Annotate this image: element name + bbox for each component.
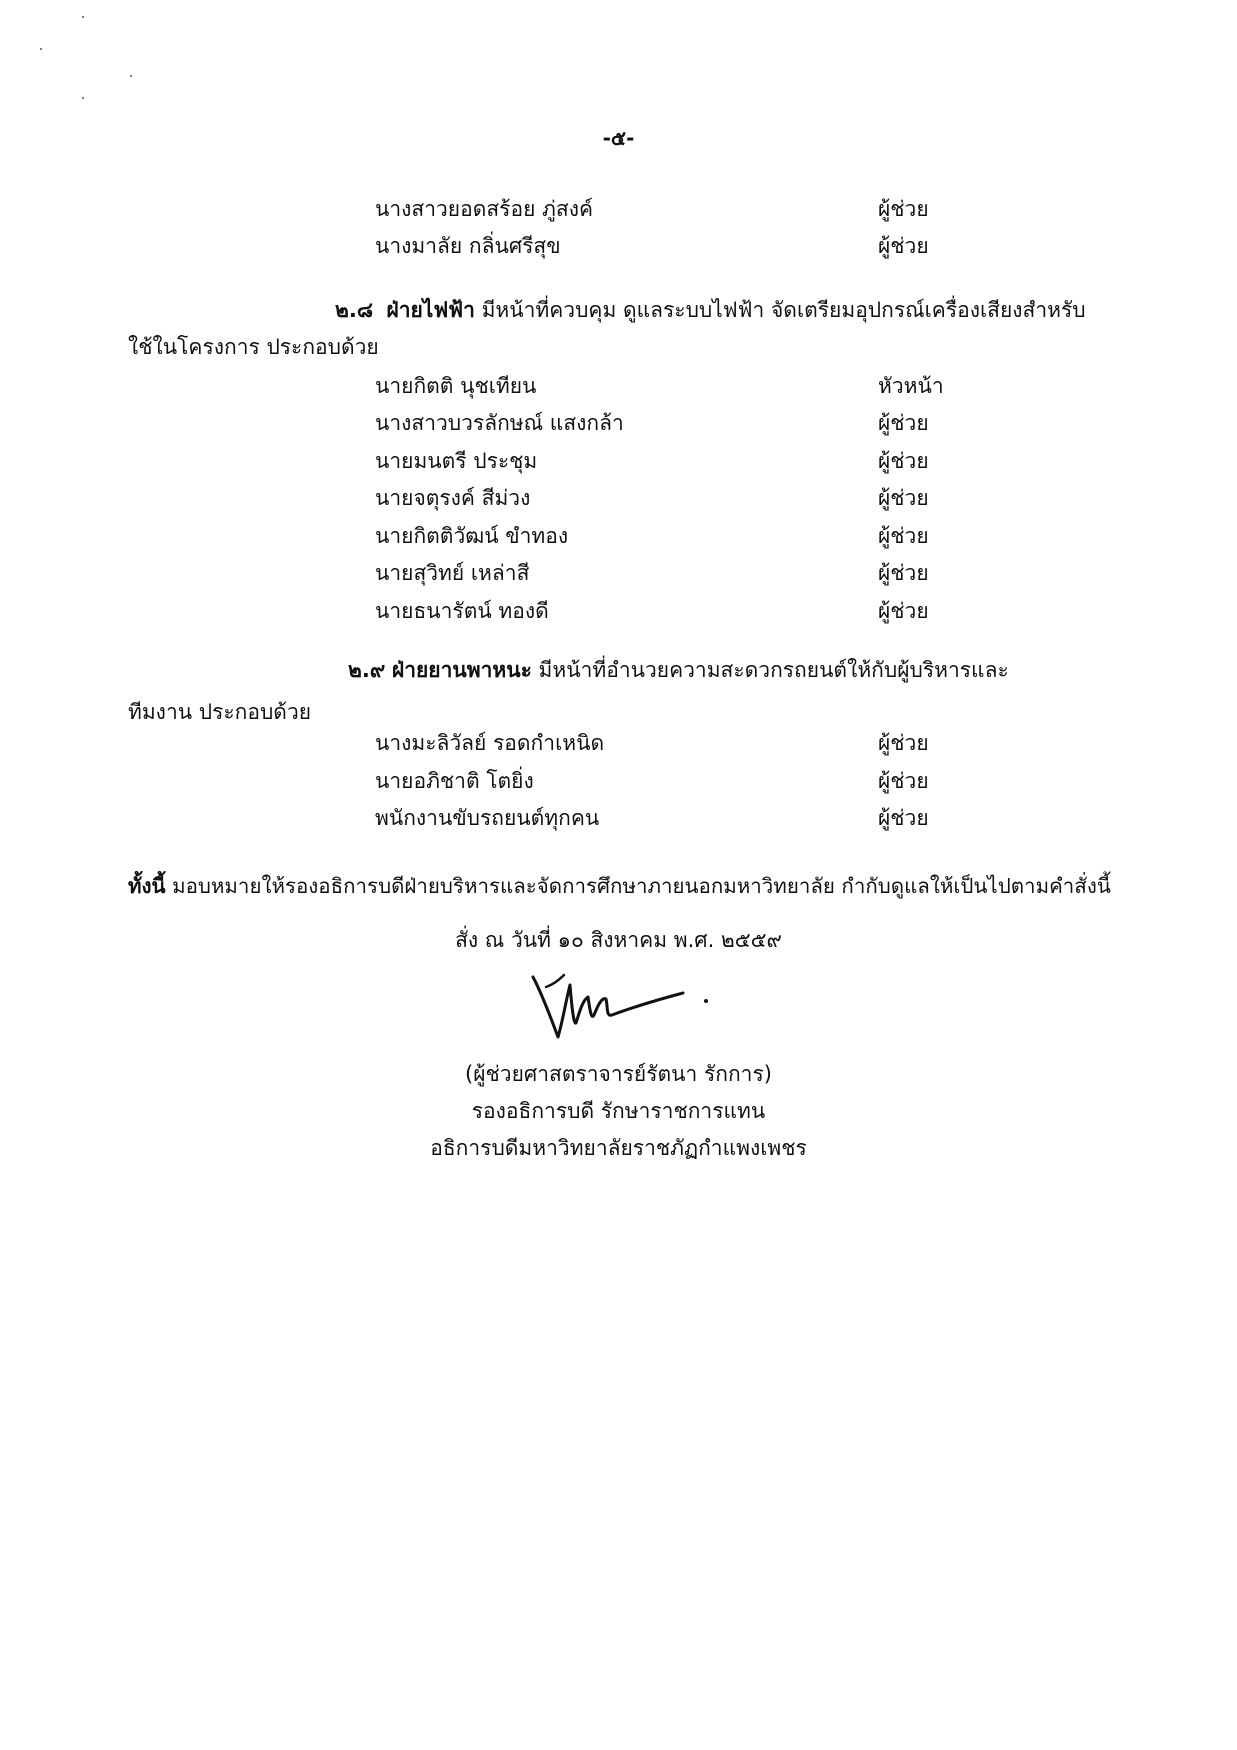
- order-date: สั่ง ณ วันที่ ๑๐ สิงหาคม พ.ศ. ๒๕๕๙: [455, 928, 782, 952]
- member-name: พนักงานขับรถยนต์ทุกคน: [375, 806, 600, 830]
- section-number: ๒.๙: [348, 658, 386, 682]
- member-role: หัวหน้า: [878, 374, 944, 398]
- signature-mark: [528, 965, 718, 1045]
- section-title: ฝ่ายยานพาหนะ: [391, 658, 532, 682]
- section-heading-2-8: [335, 296, 1086, 324]
- member-role: ผู้ช่วย: [878, 524, 929, 548]
- section-continuation: ทีมงาน ประกอบด้วย: [128, 700, 312, 724]
- member-role: ผู้ช่วย: [878, 806, 929, 830]
- member-name: นายมนตรี ประชุม: [375, 449, 538, 473]
- scan-speck: [130, 75, 132, 77]
- member-name: นายอภิชาติ โตยิ่ง: [375, 769, 534, 793]
- member-role: ผู้ช่วย: [878, 486, 929, 510]
- member-name: นายกิตติ นุชเทียน: [375, 374, 537, 398]
- section-number: ๒.๘: [335, 298, 374, 322]
- member-name: นางสาวบวรลักษณ์ แสงกล้า: [375, 411, 624, 435]
- member-role: ผู้ช่วย: [878, 234, 929, 258]
- member-role: ผู้ช่วย: [878, 411, 929, 435]
- member-role: ผู้ช่วย: [878, 197, 929, 221]
- page-number: -๕-: [602, 126, 635, 150]
- member-name: นายธนารัตน์ ทองดี: [375, 599, 549, 623]
- closing-lead: ทั้งนี้: [128, 874, 166, 898]
- section-title: ฝ่ายไฟฟ้า: [386, 298, 475, 322]
- member-role: ผู้ช่วย: [878, 599, 929, 623]
- signatory-name: (ผู้ช่วยศาสตราจารย์รัตนา รักการ): [465, 1062, 772, 1086]
- member-name: นายกิตติวัฒน์ ขำทอง: [375, 524, 569, 548]
- signatory-position: รองอธิการบดี รักษาราชการแทน: [471, 1099, 766, 1123]
- scan-speck: [82, 16, 84, 18]
- section-description: มีหน้าที่อำนวยความสะดวกรถยนต์ให้กับผู้บริหารและ: [531, 658, 1009, 682]
- section-heading-2-9: [348, 656, 1009, 684]
- member-role: ผู้ช่วย: [878, 561, 929, 585]
- member-name: นายสุวิทย์ เหล่าสี: [375, 561, 530, 585]
- member-role: ผู้ช่วย: [878, 769, 929, 793]
- member-name: นางสาวยอดสร้อย ภู่สงค์: [375, 197, 594, 221]
- member-role: ผู้ช่วย: [878, 449, 929, 473]
- member-name: นางมะลิวัลย์ รอดกำเหนิด: [375, 731, 605, 755]
- closing-text: มอบหมายให้รองอธิการบดีฝ่ายบริหารและจัดการศึกษาภายนอกมหาวิทยาลัย กำกับดูแลให้เป็นไปตามคำสั่งนี้: [165, 874, 1111, 898]
- section-continuation: ใช้ในโครงการ ประกอบด้วย: [128, 335, 379, 359]
- closing-statement: [128, 872, 1111, 900]
- member-name: นางมาลัย กลิ่นศรีสุข: [375, 234, 561, 258]
- signatory-organization: อธิการบดีมหาวิทยาลัยราชภัฏกำแพงเพชร: [430, 1136, 807, 1160]
- scan-speck: [40, 48, 42, 50]
- member-name: นายจตุรงค์ สีม่วง: [375, 486, 531, 510]
- member-role: ผู้ช่วย: [878, 731, 929, 755]
- section-description: มีหน้าที่ควบคุม ดูแลระบบไฟฟ้า จัดเตรียมอุปกรณ์เครื่องเสียงสำหรับ: [474, 298, 1086, 322]
- scan-speck: [82, 97, 84, 99]
